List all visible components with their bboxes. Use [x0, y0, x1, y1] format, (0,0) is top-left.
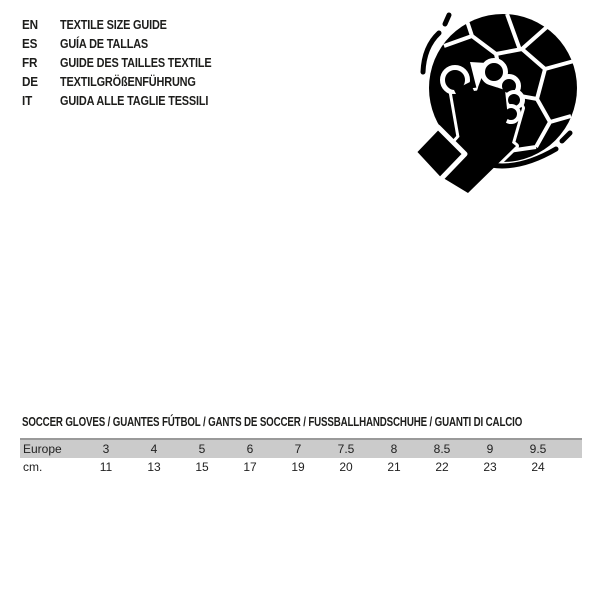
size-cell: 9	[486, 442, 494, 456]
lang-label: GUIDA ALLE TAGLIE TESSILI	[60, 93, 209, 108]
size-cell: 22	[435, 460, 449, 474]
size-cell: 11	[99, 460, 113, 474]
size-cell: 13	[147, 460, 161, 474]
size-cell: 15	[195, 460, 209, 474]
size-cell: 23	[483, 460, 497, 474]
size-cell: 17	[243, 460, 257, 474]
lang-label: GUÍA DE TALLAS	[60, 36, 149, 51]
language-title-list	[22, 15, 240, 110]
size-cell: 4	[150, 442, 158, 456]
lang-row-en	[22, 15, 240, 34]
row-label: cm.	[23, 460, 43, 474]
spacer-cell	[562, 458, 582, 476]
size-cell: 7	[294, 442, 302, 456]
size-row-europe	[20, 439, 582, 458]
glove-catching-ball-icon	[410, 0, 600, 200]
lang-label: TEXTILGRÖßENFÜHRUNG	[60, 74, 196, 89]
lang-row-it	[22, 91, 240, 110]
size-row-cm	[20, 458, 582, 476]
row-label: Europe	[23, 442, 62, 456]
lang-row-fr	[22, 53, 240, 72]
size-cell: 24	[531, 460, 545, 474]
size-cell: 3	[102, 442, 110, 456]
size-cell: 6	[246, 442, 254, 456]
size-cell: 19	[291, 460, 305, 474]
lang-label: GUIDE DES TAILLES TEXTILE	[60, 55, 212, 70]
lang-label: TEXTILE SIZE GUIDE	[60, 17, 167, 32]
lang-code: FR	[22, 55, 38, 70]
size-cell: 8	[390, 442, 398, 456]
size-cell: 20	[339, 460, 353, 474]
size-cell: 8.5	[433, 442, 451, 456]
lang-row-de	[22, 72, 240, 91]
lang-row-es	[22, 34, 240, 53]
size-cell: 5	[198, 442, 206, 456]
size-cell: 9.5	[529, 442, 547, 456]
size-table-title: SOCCER GLOVES / GUANTES FÚTBOL / GANTS DE SOCCER / FUSSBALLHANDSCHUHE / GUANTI DI CALCIO	[22, 414, 523, 429]
size-cell: 7.5	[337, 442, 355, 456]
lang-code: EN	[22, 17, 38, 32]
size-table	[20, 438, 582, 476]
size-cell: 21	[387, 460, 401, 474]
spacer-cell	[562, 439, 582, 458]
lang-code: IT	[22, 93, 33, 108]
lang-code: DE	[22, 74, 38, 89]
lang-code: ES	[22, 36, 38, 51]
